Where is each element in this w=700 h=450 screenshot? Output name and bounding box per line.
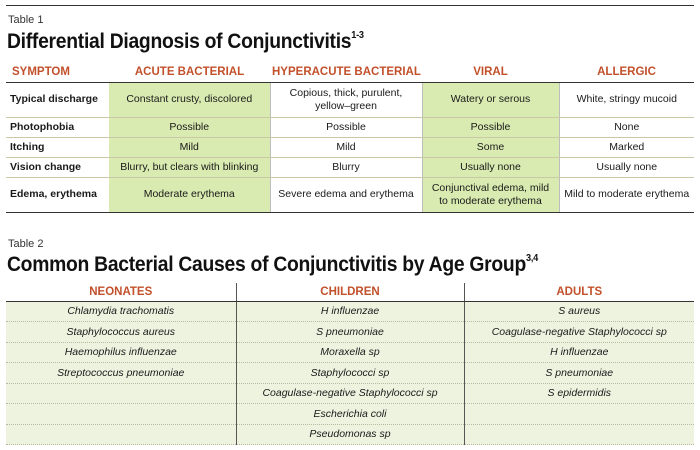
adults-cell: S pneumoniae	[464, 363, 694, 384]
hyperacute-cell: Mild	[270, 137, 422, 157]
header-symptom: SYMPTOM	[6, 62, 109, 82]
header-viral: VIRAL	[422, 62, 559, 82]
neonates-cell	[6, 404, 236, 425]
neonates-cell	[6, 424, 236, 445]
table1-title: Differential Diagnosis of Conjunctivitis$^{1-3}$	[7, 30, 364, 53]
neonates-cell	[6, 383, 236, 404]
table-row	[6, 117, 694, 137]
neonates-cell: Haemophilus influenzae	[6, 342, 236, 363]
children-cell: Coagulase-negative Staphylococci sp	[236, 383, 464, 404]
viral-cell: Possible	[422, 117, 559, 137]
hyperacute-cell: Severe edema and erythema	[270, 177, 422, 212]
children-cell: H influenzae	[236, 301, 464, 322]
acute-cell: Moderate erythema	[109, 177, 270, 212]
adults-cell: S epidermidis	[464, 383, 694, 404]
table1-label: Table 1	[8, 14, 44, 26]
viral-cell: Usually none	[422, 157, 559, 177]
neonates-cell: Staphylococcus aureus	[6, 322, 236, 343]
header-acute-bacterial: ACUTE BACTERIAL	[109, 62, 270, 82]
symptom-cell: Itching	[6, 137, 109, 157]
allergic-cell: Usually none	[559, 157, 694, 177]
children-cell: S pneumoniae	[236, 322, 464, 343]
header-neonates: NEONATES	[6, 283, 236, 301]
bacterial-causes-table	[6, 283, 694, 445]
viral-cell: Conjunctival edema, mild to moderate erythema	[422, 177, 559, 212]
allergic-cell: Marked	[559, 137, 694, 157]
allergic-cell: Mild to moderate erythema	[559, 177, 694, 212]
header-children: CHILDREN	[236, 283, 464, 301]
adults-cell: H influenzae	[464, 342, 694, 363]
table2-title: Common Bacterial Causes of Conjunctivitis by Age Group$^{3,4}$	[7, 253, 538, 276]
hyperacute-cell: Possible	[270, 117, 422, 137]
table2-title-refs: 3,4	[525, 253, 538, 264]
table-row	[6, 322, 694, 343]
header-hyperacute-bacterial: HYPERACUTE BACTERIAL	[270, 62, 422, 82]
children-cell: Pseudomonas sp	[236, 424, 464, 445]
symptom-cell: Photophobia	[6, 117, 109, 137]
viral-cell: Some	[422, 137, 559, 157]
table-row	[6, 177, 694, 212]
adults-cell: Coagulase-negative Staphylococci sp	[464, 322, 694, 343]
neonates-cell: Chlamydia trachomatis	[6, 301, 236, 322]
table2-header-row	[6, 283, 694, 301]
viral-cell: Watery or serous	[422, 82, 559, 117]
neonates-cell: Streptococcus pneumoniae	[6, 363, 236, 384]
acute-cell: Possible	[109, 117, 270, 137]
acute-cell: Constant crusty, discolored	[109, 82, 270, 117]
hyperacute-cell: Copious, thick, purulent, yellow–green	[270, 82, 422, 117]
children-cell: Escherichia coli	[236, 404, 464, 425]
symptom-cell: Edema, erythema	[6, 177, 109, 212]
allergic-cell: White, stringy mucoid	[559, 82, 694, 117]
table-row	[6, 424, 694, 445]
table1-title-refs: 1-3	[351, 30, 364, 41]
symptom-cell: Typical discharge	[6, 82, 109, 117]
table-row	[6, 301, 694, 322]
differential-diagnosis-table	[6, 62, 694, 213]
children-cell: Moraxella sp	[236, 342, 464, 363]
table-row	[6, 157, 694, 177]
table-row	[6, 404, 694, 425]
hyperacute-cell: Blurry	[270, 157, 422, 177]
table-row	[6, 383, 694, 404]
top-rule	[6, 5, 694, 6]
adults-cell	[464, 404, 694, 425]
table-row	[6, 82, 694, 117]
acute-cell: Blurry, but clears with blinking	[109, 157, 270, 177]
table1-header-row	[6, 62, 694, 82]
table2-label: Table 2	[8, 238, 44, 250]
header-adults: ADULTS	[464, 283, 694, 301]
table-row	[6, 363, 694, 384]
acute-cell: Mild	[109, 137, 270, 157]
symptom-cell: Vision change	[6, 157, 109, 177]
children-cell: Staphylococci sp	[236, 363, 464, 384]
adults-cell	[464, 424, 694, 445]
table-row	[6, 137, 694, 157]
table-row	[6, 342, 694, 363]
header-allergic: ALLERGIC	[559, 62, 694, 82]
adults-cell: S aureus	[464, 301, 694, 322]
allergic-cell: None	[559, 117, 694, 137]
